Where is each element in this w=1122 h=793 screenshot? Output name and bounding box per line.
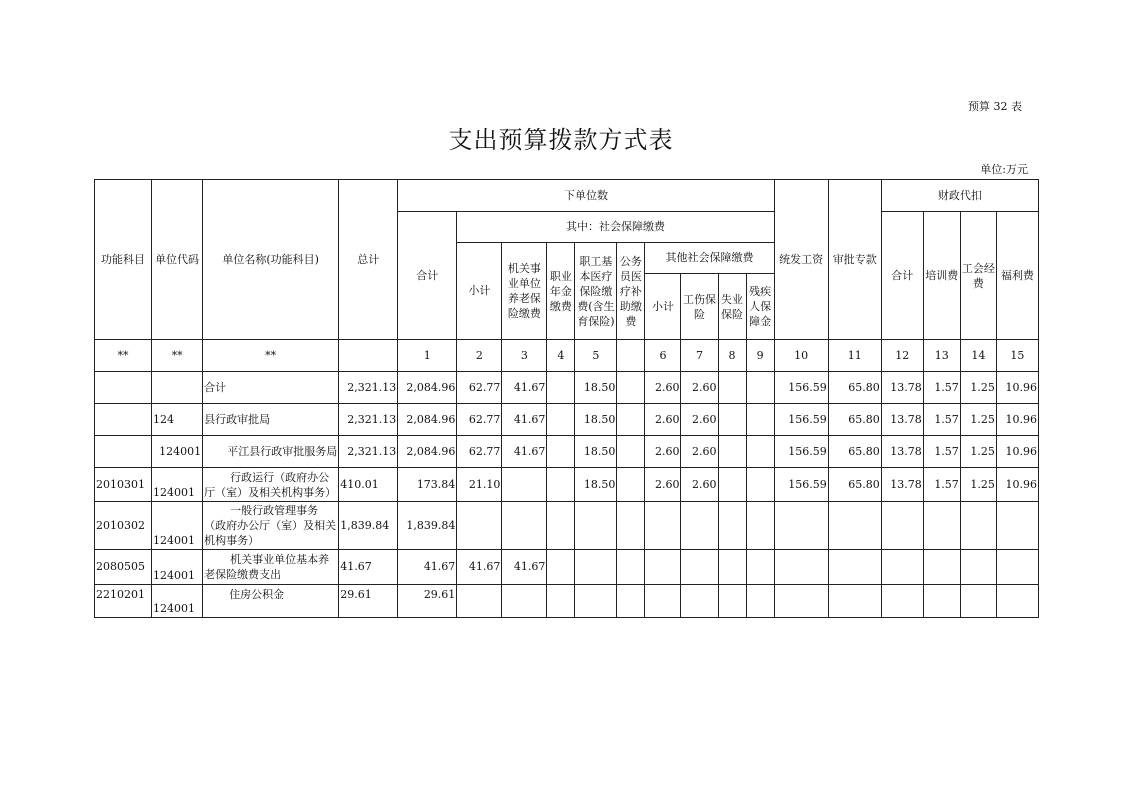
header-medical: 职工基本医疗保险缴费(含生育保险) (575, 243, 617, 340)
cell-medical: 18.50 (575, 404, 617, 436)
cell-finance-total: 13.78 (881, 436, 923, 468)
cell-pension (502, 468, 547, 502)
cell-other-subtotal: 2.60 (645, 404, 681, 436)
cell-unemployment (718, 502, 746, 550)
cell-total: 41.67 (339, 550, 398, 585)
header-special-fund: 审批专款 (828, 180, 881, 340)
cell-func-code: 2080505 (95, 550, 152, 585)
cell-union (960, 550, 996, 585)
cell-medical (575, 550, 617, 585)
cell-unit-code: 124001 (152, 468, 203, 502)
cell-unemployment (718, 404, 746, 436)
index-cell: 4 (547, 340, 575, 372)
cell-welfare: 10.96 (996, 436, 1038, 468)
table-row (95, 550, 1039, 585)
cell-special-fund (828, 502, 881, 550)
index-cell: ** (152, 340, 203, 372)
cell-unified-wage: 156.59 (774, 372, 828, 404)
header-other-social: 其他社会保障缴费 (645, 243, 774, 274)
cell-training: 1.57 (923, 468, 960, 502)
index-cell: 13 (923, 340, 960, 372)
cell-lower-total: 41.67 (398, 550, 457, 585)
cell-social-subtotal: 62.77 (457, 404, 502, 436)
header-finance-deduct: 财政代扣 (881, 180, 1038, 212)
cell-special-fund: 65.80 (828, 468, 881, 502)
cell-other-subtotal (645, 585, 681, 618)
header-finance-total: 合计 (881, 212, 923, 340)
cell-other-subtotal: 2.60 (645, 468, 681, 502)
cell-disabled (746, 585, 774, 618)
cell-pension (502, 502, 547, 550)
cell-total: 2,321.13 (339, 436, 398, 468)
cell-union: 1.25 (960, 436, 996, 468)
cell-unemployment (718, 550, 746, 585)
cell-special-fund: 65.80 (828, 404, 881, 436)
page-title: 支出预算拨款方式表 (448, 126, 674, 154)
cell-injury: 2.60 (681, 436, 718, 468)
cell-special-fund (828, 550, 881, 585)
cell-union (960, 585, 996, 618)
cell-unified-wage: 156.59 (774, 468, 828, 502)
cell-civil-medical (617, 468, 645, 502)
cell-civil-medical (617, 502, 645, 550)
cell-other-subtotal (645, 502, 681, 550)
cell-unit-code: 124001 (152, 436, 203, 468)
cell-injury (681, 502, 718, 550)
cell-unified-wage (774, 550, 828, 585)
cell-welfare (996, 585, 1038, 618)
cell-other-subtotal (645, 550, 681, 585)
cell-unit-name: 一般行政管理事务（政府办公厅（室）及相关机构事务） (203, 502, 339, 550)
table-row (95, 502, 1039, 550)
index-cell: 14 (960, 340, 996, 372)
cell-unified-wage: 156.59 (774, 436, 828, 468)
cell-injury (681, 550, 718, 585)
header-social-subtotal: 小计 (457, 243, 502, 340)
cell-other-subtotal: 2.60 (645, 372, 681, 404)
cell-union (960, 502, 996, 550)
cell-civil-medical (617, 436, 645, 468)
cell-unified-wage (774, 585, 828, 618)
cell-social-subtotal: 62.77 (457, 372, 502, 404)
cell-lower-total: 2,084.96 (398, 404, 457, 436)
index-cell: 9 (746, 340, 774, 372)
cell-welfare: 10.96 (996, 404, 1038, 436)
cell-unit-code: 124 (152, 404, 203, 436)
cell-social-subtotal: 21.10 (457, 468, 502, 502)
index-cell: ** (95, 340, 152, 372)
index-cell: 10 (774, 340, 828, 372)
cell-welfare: 10.96 (996, 372, 1038, 404)
index-cell: 3 (502, 340, 547, 372)
header-injury: 工伤保险 (681, 274, 718, 340)
cell-total: 29.61 (339, 585, 398, 618)
cell-injury (681, 585, 718, 618)
cell-total: 2,321.13 (339, 404, 398, 436)
table-row (95, 404, 1039, 436)
index-cell: 2 (457, 340, 502, 372)
index-cell: 5 (575, 340, 617, 372)
header-annuity: 职业年金缴费 (547, 243, 575, 340)
cell-lower-total: 1,839.84 (398, 502, 457, 550)
cell-lower-total: 2,084.96 (398, 372, 457, 404)
cell-medical (575, 502, 617, 550)
cell-pension: 41.67 (502, 550, 547, 585)
cell-unified-wage (774, 502, 828, 550)
cell-special-fund (828, 585, 881, 618)
cell-annuity (547, 372, 575, 404)
cell-civil-medical (617, 372, 645, 404)
cell-civil-medical (617, 550, 645, 585)
cell-medical: 18.50 (575, 468, 617, 502)
cell-func-code (95, 372, 152, 404)
cell-training: 1.57 (923, 372, 960, 404)
header-social-security: 其中：社会保障缴费 (457, 212, 774, 243)
cell-training (923, 502, 960, 550)
cell-welfare (996, 502, 1038, 550)
cell-unemployment (718, 585, 746, 618)
cell-disabled (746, 436, 774, 468)
cell-finance-total (881, 585, 923, 618)
index-cell: 1 (398, 340, 457, 372)
cell-medical: 18.50 (575, 436, 617, 468)
cell-union: 1.25 (960, 468, 996, 502)
cell-unemployment (718, 436, 746, 468)
cell-disabled (746, 404, 774, 436)
cell-training: 1.57 (923, 436, 960, 468)
cell-unit-code: 124001 (152, 502, 203, 550)
index-cell: ** (203, 340, 339, 372)
cell-pension: 41.67 (502, 436, 547, 468)
cell-social-subtotal (457, 585, 502, 618)
index-cell (617, 340, 645, 372)
table-number: 预算 32 表 (968, 100, 1022, 113)
cell-lower-total: 2,084.96 (398, 436, 457, 468)
cell-finance-total: 13.78 (881, 372, 923, 404)
table-row (95, 585, 1039, 618)
index-cell: 12 (881, 340, 923, 372)
cell-training (923, 585, 960, 618)
header-unemployment: 失业保险 (718, 274, 746, 340)
header-union: 工会经费 (960, 212, 996, 340)
cell-other-subtotal: 2.60 (645, 436, 681, 468)
header-other-subtotal: 小计 (645, 274, 681, 340)
cell-injury: 2.60 (681, 468, 718, 502)
cell-union: 1.25 (960, 404, 996, 436)
cell-finance-total (881, 550, 923, 585)
index-cell: 7 (681, 340, 718, 372)
cell-disabled (746, 372, 774, 404)
cell-unit-name: 平江县行政审批服务局 (203, 436, 339, 468)
cell-civil-medical (617, 585, 645, 618)
cell-training: 1.57 (923, 404, 960, 436)
cell-unit-code: 124001 (152, 585, 203, 618)
cell-welfare: 10.96 (996, 468, 1038, 502)
index-cell: 8 (718, 340, 746, 372)
index-row (95, 340, 1039, 372)
header-row-1 (95, 180, 1039, 212)
cell-total: 1,839.84 (339, 502, 398, 550)
cell-lower-total: 173.84 (398, 468, 457, 502)
cell-annuity (547, 436, 575, 468)
index-cell (339, 340, 398, 372)
cell-social-subtotal (457, 502, 502, 550)
table-row (95, 436, 1039, 468)
cell-unemployment (718, 372, 746, 404)
cell-func-code: 2010301 (95, 468, 152, 502)
budget-table (94, 179, 1039, 618)
cell-annuity (547, 550, 575, 585)
cell-unit-code: 124001 (152, 550, 203, 585)
cell-union: 1.25 (960, 372, 996, 404)
index-cell: 15 (996, 340, 1038, 372)
cell-pension: 41.67 (502, 372, 547, 404)
cell-annuity (547, 404, 575, 436)
header-training: 培训费 (923, 212, 960, 340)
cell-unit-name: 行政运行（政府办公厅（室）及相关机构事务） (203, 468, 339, 502)
cell-special-fund: 65.80 (828, 372, 881, 404)
unit-label: 单位:万元 (980, 163, 1028, 176)
header-pension: 机关事业单位养老保险缴费 (502, 243, 547, 340)
cell-civil-medical (617, 404, 645, 436)
cell-annuity (547, 502, 575, 550)
cell-welfare (996, 550, 1038, 585)
cell-func-code (95, 436, 152, 468)
cell-special-fund: 65.80 (828, 436, 881, 468)
cell-disabled (746, 550, 774, 585)
cell-func-code: 2010302 (95, 502, 152, 550)
cell-func-code: 2210201 (95, 585, 152, 618)
header-lower-units: 下单位数 (398, 180, 774, 212)
cell-injury: 2.60 (681, 404, 718, 436)
cell-lower-total: 29.61 (398, 585, 457, 618)
cell-total: 2,321.13 (339, 372, 398, 404)
cell-social-subtotal: 62.77 (457, 436, 502, 468)
cell-finance-total (881, 502, 923, 550)
header-unit-code: 单位代码 (152, 180, 203, 340)
header-grand-total: 总计 (339, 180, 398, 340)
cell-annuity (547, 468, 575, 502)
table-row (95, 468, 1039, 502)
cell-finance-total: 13.78 (881, 468, 923, 502)
index-cell: 6 (645, 340, 681, 372)
cell-training (923, 550, 960, 585)
cell-unified-wage: 156.59 (774, 404, 828, 436)
cell-finance-total: 13.78 (881, 404, 923, 436)
cell-medical (575, 585, 617, 618)
cell-disabled (746, 468, 774, 502)
cell-annuity (547, 585, 575, 618)
header-civil-medical: 公务员医疗补助缴费 (617, 243, 645, 340)
header-lower-total: 合计 (398, 212, 457, 340)
cell-unit-name: 合计 (203, 372, 339, 404)
header-unified-wage: 统发工资 (774, 180, 828, 340)
cell-injury: 2.60 (681, 372, 718, 404)
header-welfare: 福利费 (996, 212, 1038, 340)
cell-unit-name: 县行政审批局 (203, 404, 339, 436)
index-cell: 11 (828, 340, 881, 372)
table-row (95, 372, 1039, 404)
cell-unit-name: 机关事业单位基本养老保险缴费支出 (203, 550, 339, 585)
cell-pension: 41.67 (502, 404, 547, 436)
cell-pension (502, 585, 547, 618)
cell-unit-code (152, 372, 203, 404)
cell-total: 410.01 (339, 468, 398, 502)
cell-unemployment (718, 468, 746, 502)
header-disabled: 残疾人保障金 (746, 274, 774, 340)
cell-disabled (746, 502, 774, 550)
cell-medical: 18.50 (575, 372, 617, 404)
cell-func-code (95, 404, 152, 436)
header-unit-name: 单位名称(功能科目) (203, 180, 339, 340)
cell-social-subtotal: 41.67 (457, 550, 502, 585)
cell-unit-name: 住房公积金 (203, 585, 339, 618)
header-func-subject: 功能科目 (95, 180, 152, 340)
